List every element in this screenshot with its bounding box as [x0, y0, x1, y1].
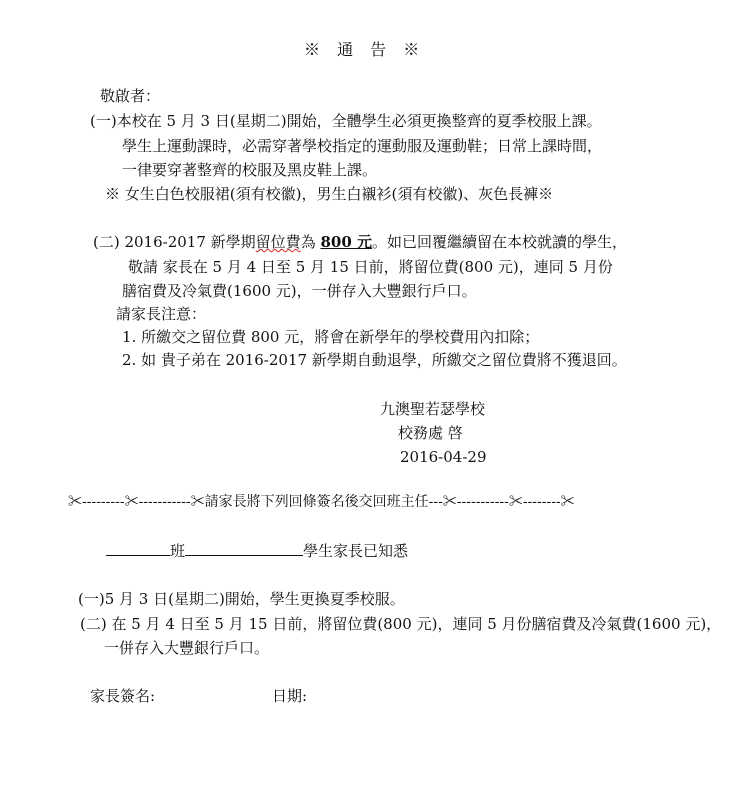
section2-line1 [93, 232, 627, 252]
class-blank[interactable] [106, 541, 170, 556]
uniform-description: ※ 女生白色校服裙(須有校徽)，男生白襯衫(須有校徽)、灰色長褲※ [105, 185, 554, 203]
section1-line2: 學生上運動課時，必需穿著學校指定的運動服及運動鞋；日常上課時間， [122, 137, 603, 155]
greeting: 敬啟者： [100, 87, 161, 105]
reply-item-3: 一併存入大豐銀行戶口。 [104, 639, 270, 657]
school-name: 九澳聖若瑟學校 [380, 400, 486, 418]
reply-item-2: (二) 在 5 月 4 日至 5 月 15 日前，將留位費(800 元)，連同 5 月份膳宿費及冷氣費(1600 元)， [80, 615, 722, 633]
notice-date: 2016-04-29 [400, 448, 487, 466]
acknowledgement-line [106, 541, 408, 561]
deposit-term: 留位費 [255, 233, 301, 251]
cut-line-instruction: 請家長將下列回條簽名後交回班主任 [204, 494, 429, 510]
scissors-right: ---✂-----------✂--------✂ [428, 494, 575, 510]
notice-title: ※ 通 告 ※ [304, 40, 426, 59]
section1-line3: 一律要穿著整齊的校服及黑皮鞋上課。 [122, 161, 378, 179]
cut-line [68, 492, 575, 512]
student-name-blank[interactable] [185, 541, 303, 556]
section2-line2: 敬請 家長在 5 月 4 日至 5 月 15 日前，將留位費(800 元)，連同 5 月份 [128, 258, 613, 276]
section1-line1: (一)本校在 5 月 3 日(星期二)開始，全體學生必須更換整齊的夏季校服上課。 [90, 112, 602, 130]
scissors-left: ✂---------✂-----------✂ [68, 494, 205, 510]
class-label: 班 [170, 542, 186, 560]
parents-notice-heading: 請家長注意： [116, 305, 207, 323]
section2-line3: 膳宿費及冷氣費(1600 元)，一併存入大豐銀行戶口。 [122, 282, 477, 300]
reply-date-label: 日期: [272, 687, 308, 705]
notice-item-1: 1. 所繳交之留位費 800 元，將會在新學年的學校費用內扣除； [122, 328, 540, 346]
office-signature: 校務處 啓 [398, 424, 463, 442]
parent-signature-label: 家長簽名: [90, 687, 156, 705]
section2-line1-suffix: 。如已回覆繼續留在本校就讀的學生， [372, 233, 628, 251]
notice-item-2: 2. 如 貴子弟在 2016-2017 新學期自動退學，所繳交之留位費將不獲退回。 [122, 351, 627, 369]
section2-line1-for: 為 [300, 233, 321, 251]
section2-line1-prefix: (二) 2016-2017 新學期 [93, 233, 256, 251]
reply-item-1: (一)5 月 3 日(星期二)開始，學生更換夏季校服。 [78, 590, 405, 608]
acknowledged-label: 學生家長已知悉 [303, 542, 409, 560]
deposit-amount: 800 元 [320, 233, 373, 251]
